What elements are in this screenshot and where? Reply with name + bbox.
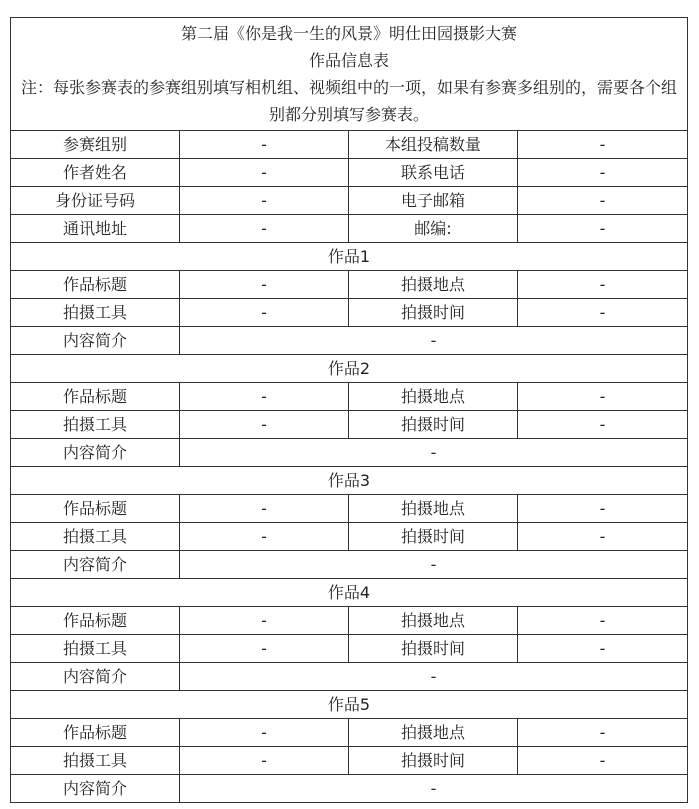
work-title-label: 作品标题 [11, 495, 180, 523]
work-desc-value-cell[interactable]: - [180, 439, 688, 467]
work-tool-value-cell[interactable]: - [180, 299, 349, 327]
work-heading: 作品5 [11, 691, 688, 719]
work-desc-label: 内容简介 [11, 439, 180, 467]
work-desc-value-cell[interactable]: - [180, 663, 688, 691]
header-cell [11, 18, 688, 131]
work-heading: 作品1 [11, 243, 688, 271]
work-tool-label: 拍摄工具 [11, 635, 180, 663]
address-label: 通讯地址 [11, 215, 180, 243]
work-2-row-desc [11, 439, 688, 467]
work-4-row-title [11, 607, 688, 635]
work-time-value-cell[interactable]: - [518, 411, 688, 439]
work-tool-value-cell[interactable]: - [180, 635, 349, 663]
work-tool-label: 拍摄工具 [11, 523, 180, 551]
work-3-row-desc [11, 551, 688, 579]
id-label: 身份证号码 [11, 187, 180, 215]
work-5-heading-row [11, 691, 688, 719]
work-title-label: 作品标题 [11, 383, 180, 411]
work-time-value-cell[interactable]: - [518, 523, 688, 551]
entrant-row-address [11, 215, 688, 243]
count-value-cell[interactable]: - [518, 131, 688, 159]
email-value-cell[interactable]: - [518, 187, 688, 215]
work-desc-label: 内容简介 [11, 327, 180, 355]
form-title: 第二届《你是我一生的风景》明仕田园摄影大赛 [181, 24, 518, 43]
work-tool-value-cell[interactable]: - [180, 523, 349, 551]
work-tool-label: 拍摄工具 [11, 747, 180, 775]
work-5-row-desc [11, 775, 688, 803]
work-location-label: 拍摄地点 [349, 495, 518, 523]
work-desc-value-cell[interactable]: - [180, 775, 688, 803]
work-1-row-tool [11, 299, 688, 327]
work-1-row-title [11, 271, 688, 299]
work-time-value-cell[interactable]: - [518, 635, 688, 663]
work-desc-label: 内容简介 [11, 775, 180, 803]
group-label: 参赛组别 [11, 131, 180, 159]
work-time-value-cell[interactable]: - [518, 747, 688, 775]
count-label: 本组投稿数量 [349, 131, 518, 159]
work-time-label: 拍摄时间 [349, 299, 518, 327]
work-location-label: 拍摄地点 [349, 719, 518, 747]
work-title-label: 作品标题 [11, 607, 180, 635]
work-5-row-title [11, 719, 688, 747]
form-body [11, 18, 688, 803]
work-1-row-desc [11, 327, 688, 355]
work-heading: 作品4 [11, 579, 688, 607]
work-title-label: 作品标题 [11, 719, 180, 747]
work-title-value-cell[interactable]: - [180, 271, 349, 299]
work-time-value-cell[interactable]: - [518, 299, 688, 327]
work-4-heading-row [11, 579, 688, 607]
work-title-label: 作品标题 [11, 271, 180, 299]
work-location-value-cell[interactable]: - [518, 271, 688, 299]
work-location-label: 拍摄地点 [349, 383, 518, 411]
work-2-row-tool [11, 411, 688, 439]
work-4-row-desc [11, 663, 688, 691]
work-5-row-tool [11, 747, 688, 775]
work-desc-value-cell[interactable]: - [180, 327, 688, 355]
form-note: 注：每张参赛表的参赛组别填写相机组、视频组中的一项，如果有参赛多组别的，需要各个组别都分别填写参赛表。 [21, 78, 678, 124]
postcode-label: 邮编: [349, 215, 518, 243]
work-title-value-cell[interactable]: - [180, 383, 349, 411]
work-location-label: 拍摄地点 [349, 607, 518, 635]
work-4-row-tool [11, 635, 688, 663]
phone-value-cell[interactable]: - [518, 159, 688, 187]
work-time-label: 拍摄时间 [349, 635, 518, 663]
email-label: 电子邮箱 [349, 187, 518, 215]
address-value-cell[interactable]: - [180, 215, 349, 243]
id-value-cell[interactable]: - [180, 187, 349, 215]
work-location-value-cell[interactable]: - [518, 719, 688, 747]
name-value-cell[interactable]: - [180, 159, 349, 187]
work-heading: 作品2 [11, 355, 688, 383]
work-3-heading-row [11, 467, 688, 495]
work-location-value-cell[interactable]: - [518, 607, 688, 635]
work-location-value-cell[interactable]: - [518, 495, 688, 523]
work-title-value-cell[interactable]: - [180, 495, 349, 523]
work-time-label: 拍摄时间 [349, 411, 518, 439]
work-desc-label: 内容简介 [11, 663, 180, 691]
work-desc-value-cell[interactable]: - [180, 551, 688, 579]
work-title-value-cell[interactable]: - [180, 607, 349, 635]
work-heading: 作品3 [11, 467, 688, 495]
form-subtitle: 作品信息表 [309, 51, 390, 70]
work-2-row-title [11, 383, 688, 411]
work-tool-label: 拍摄工具 [11, 411, 180, 439]
work-3-row-tool [11, 523, 688, 551]
work-tool-value-cell[interactable]: - [180, 411, 349, 439]
work-tool-value-cell[interactable]: - [180, 747, 349, 775]
entrant-row-group [11, 131, 688, 159]
name-label: 作者姓名 [11, 159, 180, 187]
header-row [11, 18, 688, 131]
postcode-value-cell[interactable]: - [518, 215, 688, 243]
phone-label: 联系电话 [349, 159, 518, 187]
work-location-label: 拍摄地点 [349, 271, 518, 299]
work-time-label: 拍摄时间 [349, 747, 518, 775]
group-value-cell[interactable]: - [180, 131, 349, 159]
work-3-row-title [11, 495, 688, 523]
work-location-value-cell[interactable]: - [518, 383, 688, 411]
work-desc-label: 内容简介 [11, 551, 180, 579]
work-2-heading-row [11, 355, 688, 383]
work-tool-label: 拍摄工具 [11, 299, 180, 327]
work-1-heading-row [11, 243, 688, 271]
entry-form-table [10, 17, 688, 803]
work-time-label: 拍摄时间 [349, 523, 518, 551]
entrant-row-name [11, 159, 688, 187]
entrant-row-id [11, 187, 688, 215]
work-title-value-cell[interactable]: - [180, 719, 349, 747]
